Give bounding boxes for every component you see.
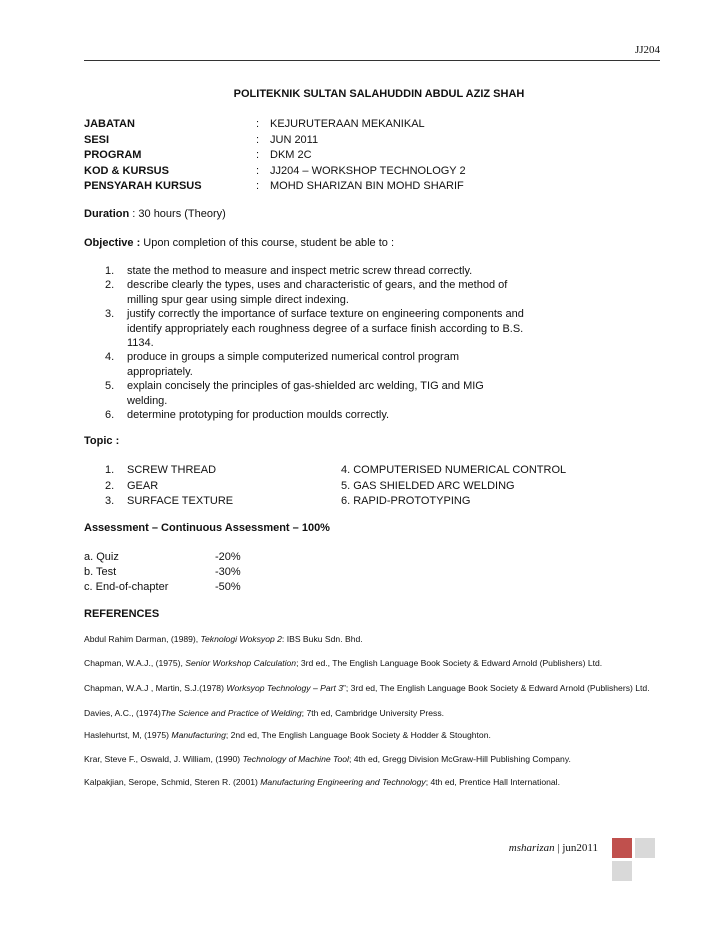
- header-rule: [84, 60, 660, 61]
- topic-left: GEAR: [127, 479, 159, 492]
- list-item: [105, 408, 525, 422]
- info-value: JJ204 – WORKSHOP TECHNOLOGY 2: [270, 164, 466, 177]
- list-number: 4.: [105, 351, 115, 364]
- header-course-code: JJ204: [634, 44, 660, 56]
- topic-right: 5. GAS SHIELDED ARC WELDING: [341, 479, 515, 492]
- footer-grey-square: [635, 838, 655, 858]
- reference-item: [84, 634, 363, 644]
- reference-publisher: ”; 3rd ed, The English Language Book Society & Edward Arnold (Publishers) Ltd.: [343, 683, 650, 693]
- assessment-value: -50%: [215, 581, 241, 593]
- footer-accent-square: [612, 838, 632, 858]
- objective-list: [105, 264, 525, 422]
- reference-publisher: : IBS Buku Sdn. Bhd.: [281, 634, 363, 644]
- reference-publisher: ; 7th ed, Cambridge University Press.: [301, 708, 445, 718]
- reference-item: [84, 730, 491, 740]
- assessment-label: a. Quiz: [84, 551, 119, 563]
- info-row: [84, 148, 466, 164]
- page-footer: [509, 842, 598, 854]
- reference-author: Kalpakjian, Serope, Schmid, Steren R. (2001): [84, 777, 261, 787]
- topic-list: [105, 463, 575, 510]
- footer-author: msharizan: [508, 842, 555, 854]
- info-key: KOD & KURSUS: [84, 164, 169, 177]
- list-item: [105, 350, 525, 379]
- info-key: PROGRAM: [84, 149, 142, 161]
- reference-title: Manufacturing: [171, 730, 226, 740]
- duration-text: : 30 hours (Theory): [129, 208, 226, 220]
- list-number: 2.: [105, 279, 115, 292]
- topic-number: 1.: [105, 464, 115, 476]
- topic-right: 6. RAPID-PROTOTYPING: [341, 495, 471, 507]
- reference-title: Technology of Machine Tool: [242, 754, 349, 764]
- topic-right: 4. COMPUTERISED NUMERICAL CONTROL: [341, 464, 567, 476]
- footer-grey-square: [612, 861, 632, 881]
- info-separator: :: [256, 180, 260, 192]
- institution-title: POLITEKNIK SULTAN SALAHUDDIN ABDUL AZIZ SHAH: [233, 88, 525, 100]
- list-text: determine prototyping for production moulds correctly.: [127, 409, 390, 422]
- assessment-label: c. End-of-chapter: [84, 581, 169, 593]
- list-number: 3.: [105, 308, 115, 321]
- objective-line: [84, 236, 394, 251]
- reference-publisher: ; 4th ed, Prentice Hall International.: [425, 777, 560, 787]
- references-title: REFERENCES: [84, 608, 160, 620]
- objective-text: Upon completion of this course, student be able to :: [140, 237, 395, 249]
- footer-date: jun2011: [562, 842, 598, 854]
- info-row: [84, 133, 466, 149]
- reference-title: Teknologi Woksyop 2: [200, 634, 282, 644]
- assessment-list: [84, 550, 241, 595]
- info-separator: :: [256, 118, 260, 130]
- list-text: describe clearly the types, uses and characteristic of gears, and the method of milling spur gear using simple direct indexing.: [127, 279, 508, 306]
- info-separator: :: [256, 164, 260, 177]
- list-text: justify correctly the importance of surface texture on engineering components and identify appropriately each roughness degree of a surface finish according to B.S. 1134.: [127, 308, 524, 350]
- info-row: [84, 117, 466, 133]
- info-key: PENSYARAH KURSUS: [84, 180, 202, 192]
- reference-item: [84, 754, 571, 764]
- reference-author: Krar, Steve F., Oswald, J. William, (1990): [84, 754, 243, 764]
- list-number: 1.: [105, 265, 115, 277]
- assessment-title: Assessment – Continuous Assessment – 100%: [84, 522, 330, 534]
- topic-row: [105, 463, 575, 479]
- list-item: [105, 264, 525, 278]
- assessment-value: -30%: [215, 566, 241, 578]
- reference-author: Abdul Rahim Darman, (1989),: [84, 634, 201, 644]
- topic-row: [105, 479, 575, 495]
- topic-number: 2.: [105, 479, 115, 492]
- reference-title: The Science and Practice of Welding: [160, 708, 302, 718]
- assessment-row: [84, 550, 241, 565]
- list-text: produce in groups a simple computerized numerical control program appropriately.: [127, 351, 459, 378]
- topic-label: Topic :: [84, 435, 120, 447]
- list-item: [105, 278, 525, 307]
- reference-publisher: ; 4th ed, Gregg Division McGraw-Hill Publishing Company.: [348, 754, 571, 764]
- footer-separator: |: [554, 842, 563, 854]
- reference-title: Manufacturing Engineering and Technology: [260, 777, 426, 787]
- list-number: 5.: [105, 380, 115, 393]
- list-item: [105, 379, 525, 408]
- reference-item: [84, 658, 602, 668]
- info-separator: :: [256, 133, 260, 146]
- reference-item: [84, 777, 560, 787]
- info-value: DKM 2C: [270, 149, 312, 161]
- info-key: JABATAN: [84, 118, 135, 130]
- reference-author: Haslehurtst, M, (1975): [84, 730, 172, 740]
- topic-number: 3.: [105, 495, 115, 507]
- list-item: [105, 307, 525, 350]
- list-number: 6.: [105, 409, 115, 422]
- reference-author: Davies, A.C., (1974): [84, 708, 161, 718]
- duration-label: Duration: [84, 208, 130, 220]
- course-info: [84, 117, 466, 195]
- reference-publisher: ; 2nd ed, The English Language Book Society & Hodder & Stoughton.: [225, 730, 491, 740]
- reference-title: Worksyop Technology – Part 3: [226, 683, 344, 693]
- assessment-label: b. Test: [84, 566, 117, 578]
- info-value: KEJURUTERAAN MEKANIKAL: [270, 118, 425, 130]
- duration-line: [84, 207, 226, 222]
- info-separator: :: [256, 149, 260, 161]
- reference-item: [84, 708, 444, 718]
- topic-left: SURFACE TEXTURE: [127, 495, 234, 507]
- list-text: state the method to measure and inspect metric screw thread correctly.: [127, 265, 473, 277]
- reference-author: Chapman, W.A.J , Martin, S.J.(1978): [84, 683, 227, 693]
- info-value: MOHD SHARIZAN BIN MOHD SHARIF: [270, 180, 464, 192]
- reference-publisher: ; 3rd ed., The English Language Book Society & Edward Arnold (Publishers) Ltd.: [296, 658, 603, 668]
- info-row: [84, 164, 466, 180]
- topic-left: SCREW THREAD: [127, 464, 217, 476]
- info-row: [84, 179, 466, 195]
- info-key: SESI: [84, 133, 110, 146]
- objective-label: Objective :: [84, 237, 141, 249]
- list-text: explain concisely the principles of gas-shielded arc welding, TIG and MIG welding.: [127, 380, 484, 407]
- info-value: JUN 2011: [270, 133, 319, 146]
- reference-author: Chapman, W.A.J., (1975),: [84, 658, 186, 668]
- assessment-row: [84, 580, 241, 595]
- assessment-value: -20%: [215, 551, 241, 563]
- reference-item: [84, 683, 650, 693]
- assessment-row: [84, 565, 241, 580]
- topic-row: [105, 494, 575, 510]
- reference-title: Senior Workshop Calculation: [185, 658, 297, 668]
